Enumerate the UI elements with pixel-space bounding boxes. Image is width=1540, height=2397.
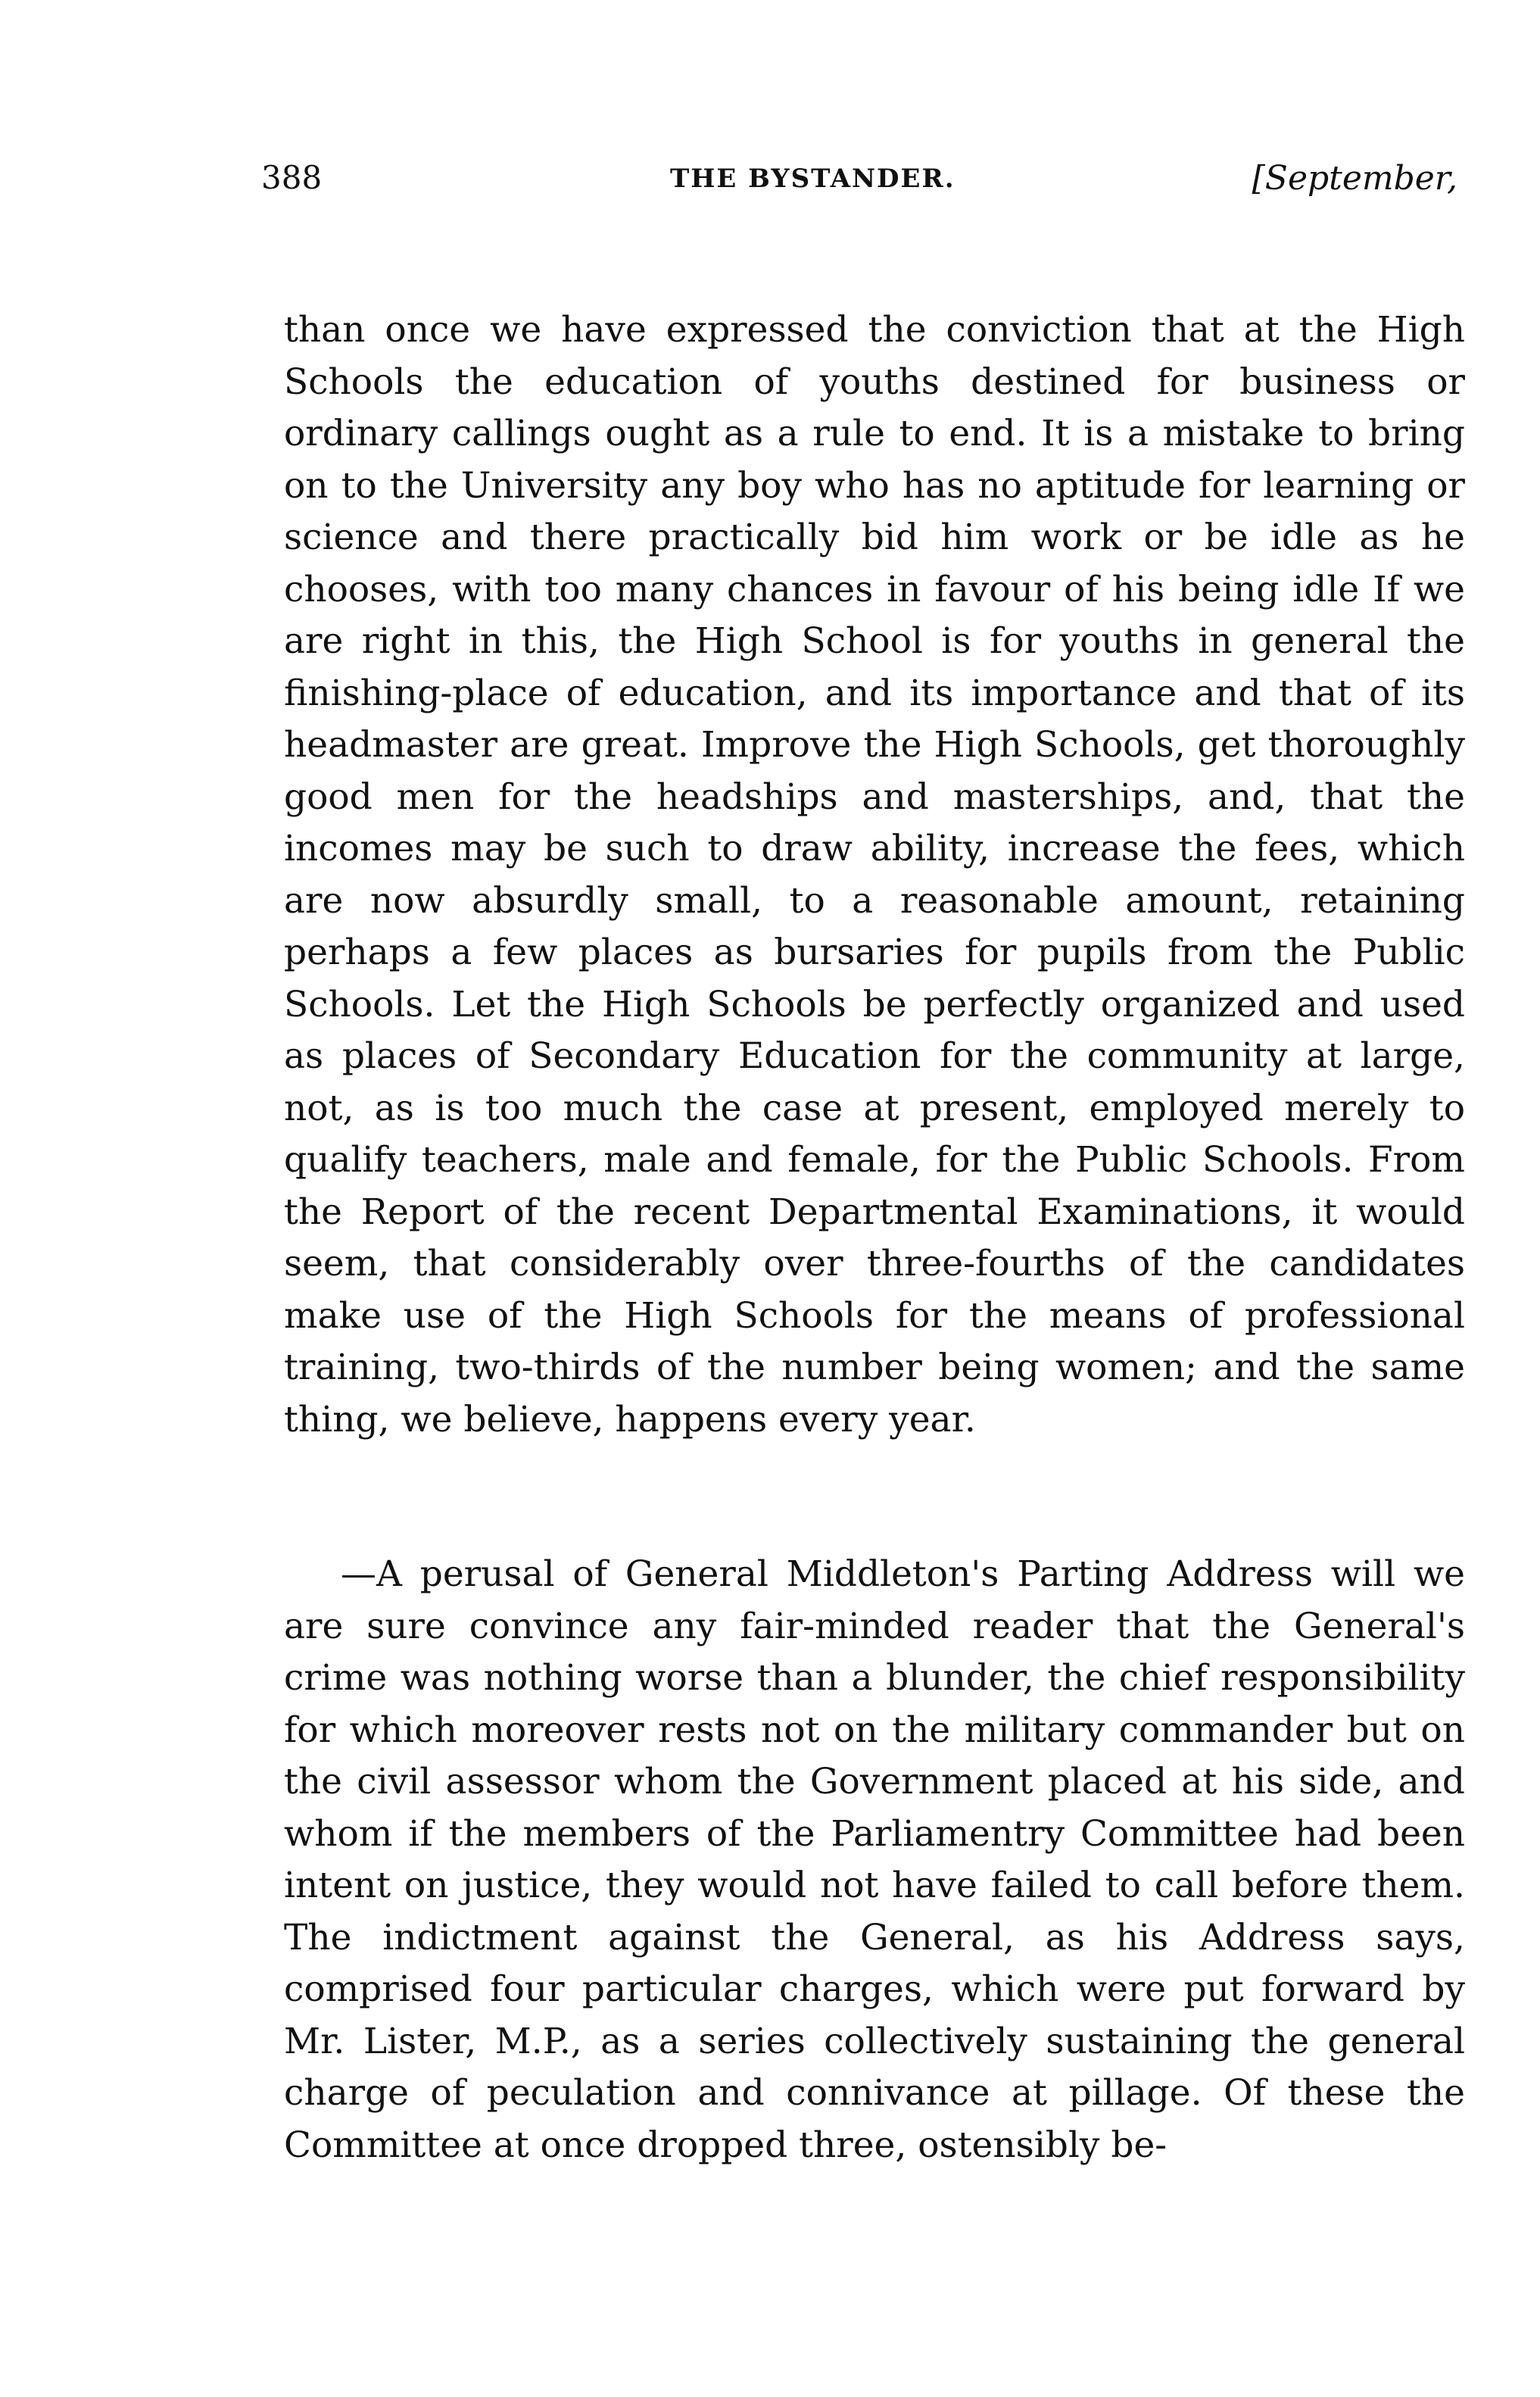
header-month: [September,	[1252, 159, 1457, 198]
running-title: THE BYSTANDER.	[670, 164, 955, 194]
page-number: 388	[261, 159, 323, 196]
page-header	[261, 159, 1457, 212]
paragraph-general-middleton: —A perusal of General Middleton's Parting Address will we are sure convince any fair-minded reader that the General's crime was nothing worse than a blunder, the chief responsibility for which moreover rests not on the military commander but on the civil assessor whom the Government placed at his side, and whom if the members of the Parliamentry Committee had been intent on justice, they would not have failed to call before them. The indictment against the General, as his Address says, comprised four particular charges, which were put forward by Mr. Lister, M.P., as a series collectively sustaining the general charge of peculation and connivance at pillage. Of these the Committee at once dropped three, ostensibly be-	[284, 1553, 1465, 2166]
paragraph-high-schools: than once we have expressed the conviction that at the High Schools the education of youths destined for business or ordinary callings ought as a rule to end. It is a mistake to bring on to the University any boy who has no aptitude for learning or science and there practically bid him work or be idle as he chooses, with too many chances in favour of his being idle If we are right in this, the High School is for youths in general the finishing-place of education, and its importance and that of its headmaster are great. Improve the High Schools, get thoroughly good men for the headships and masterships, and, that the incomes may be such to draw ability, increase the fees, which are now absurdly small, to a reasonable amount, retaining perhaps a few places as bursaries for pupils from the Public Schools. Let the High Schools be perfectly organized and used as places of Secondary Education for the community at large, not, as is too much the case at present, employed merely to qualify teachers, male and female, for the Public Schools. From the Report of the recent Departmental Examinations, it would seem, that considerably over three-fourths of the candidates make use of the High Schools for the means of professional training, two-thirds of the number being women; and the same thing, we believe, happens every year.	[284, 309, 1465, 1440]
